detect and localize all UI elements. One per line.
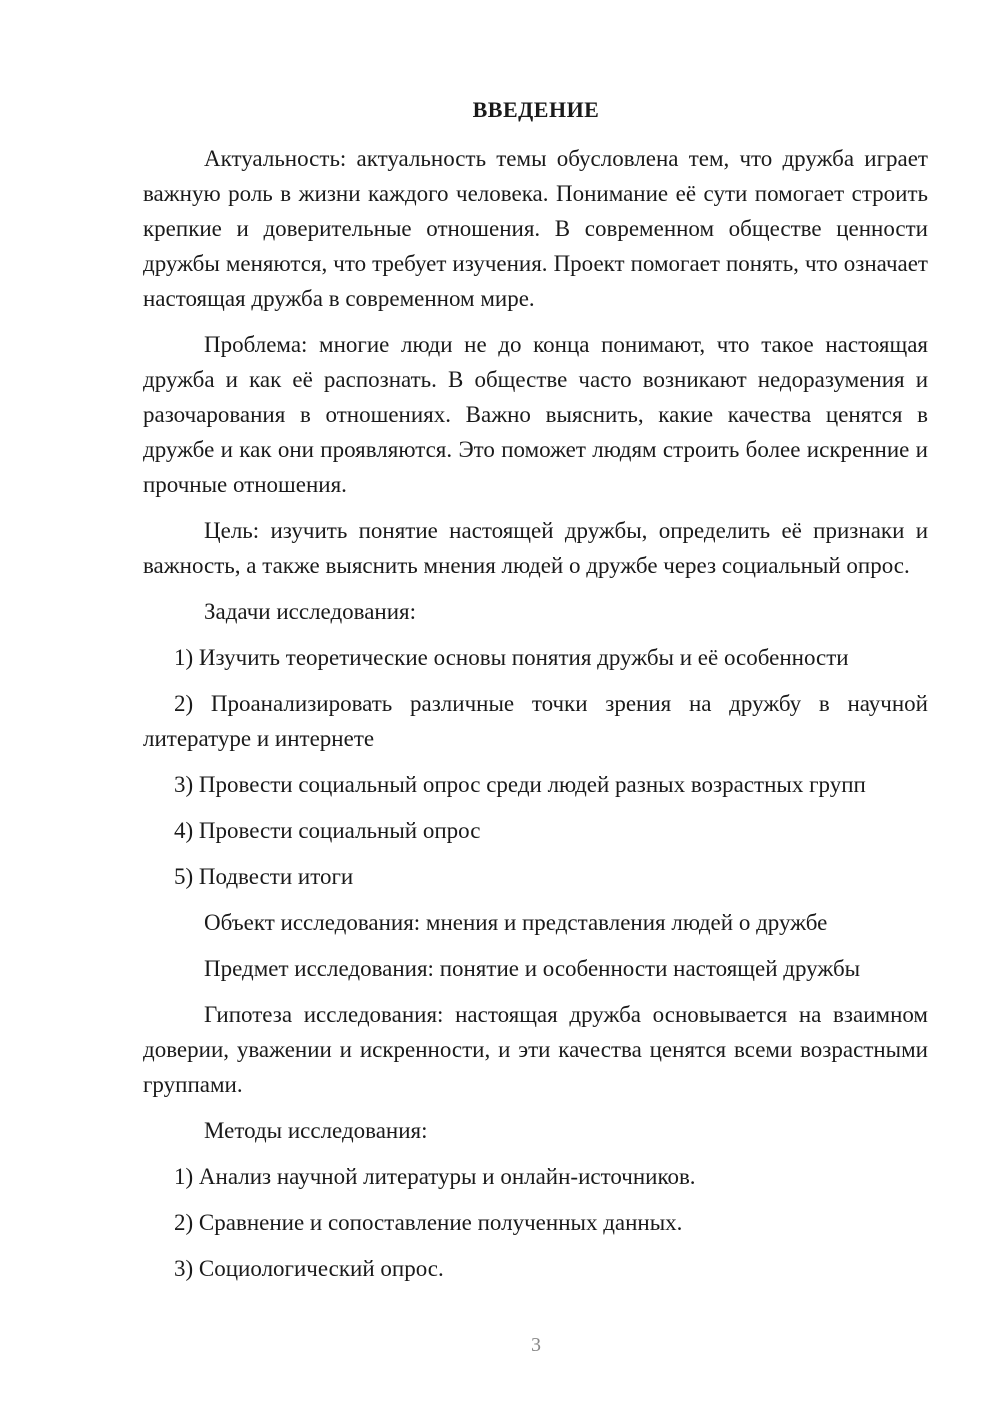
document-title: ВВЕДЕНИЕ — [472, 97, 600, 122]
task-item: 3) Провести социальный опрос среди людей разных возрастных групп — [174, 772, 866, 797]
hypothesis-paragraph: Гипотеза исследования: настоящая дружба основывается на взаимном доверии, уважении и искренности, и эти качества ценятся всеми возрастными группами. — [143, 1002, 928, 1097]
relevance-paragraph: Актуальность: актуальность темы обусловлена тем, что дружба играет важную роль в жизни каждого человека. Понимание её сути помогает строить крепкие и доверительные отношения. В современном обществе ценности дружбы меняются, что требует изучения. Проект помогает понять, что означает настоящая дружба в современном мире. — [143, 146, 928, 311]
problem-paragraph: Проблема: многие люди не до конца понимают, что такое настоящая дружба и как её распознать. В обществе часто возникают недоразумения и разочарования в отношениях. Важно выяснить, какие качества ценятся в дружбе и как они проявляются. Это поможет людям строить более искренние и прочные отношения. — [143, 332, 928, 497]
methods-heading: Методы исследования: — [204, 1118, 428, 1143]
method-item: 3) Социологический опрос. — [174, 1256, 444, 1281]
method-item: 2) Сравнение и сопоставление полученных данных. — [174, 1210, 683, 1235]
task-item: 4) Провести социальный опрос — [174, 818, 481, 843]
document-body — [143, 141, 928, 1297]
subject-paragraph: Предмет исследования: понятие и особенности настоящей дружбы — [204, 956, 861, 981]
tasks-heading: Задачи исследования: — [204, 599, 417, 624]
method-item: 1) Анализ научной литературы и онлайн-источников. — [174, 1164, 696, 1189]
object-paragraph: Объект исследования: мнения и представления людей о дружбе — [204, 910, 828, 935]
page-number: 3 — [531, 1334, 541, 1356]
task-item: 2) Проанализировать различные точки зрения на дружбу в научной литературе и интернете — [143, 691, 928, 751]
task-item: 1) Изучить теоретические основы понятия дружбы и её особенности — [174, 645, 849, 670]
goal-paragraph: Цель: изучить понятие настоящей дружбы, определить её признаки и важность, а также выяснить мнения людей о дружбе через социальный опрос. — [143, 518, 928, 578]
task-item: 5) Подвести итоги — [174, 864, 354, 889]
